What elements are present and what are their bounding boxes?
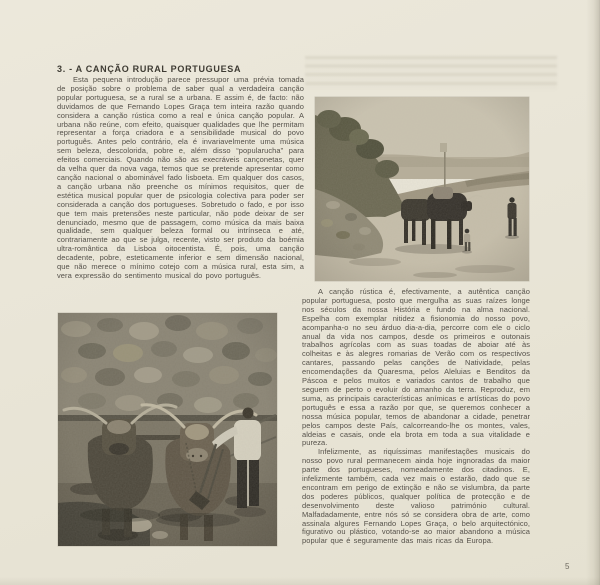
- reverse-page-bleedthrough-texture: [305, 56, 557, 90]
- photo-top-illustration: [315, 97, 529, 281]
- photo-plough-oxen-team: [58, 313, 277, 546]
- paragraph: Infelizmente, as riquíssimas manifestações musicais do nosso povo rural permanecem ainda hoje ingnoradas da maior parte dos portugueses, nomeadamente dos citadinos. E, infelizmente também, cada vez mais o estarão, dado que se encontram em perigo de extinção e não se vislumbra, da parte dos poderes públicos, qualquer política de protecção e de desenvolvimento deste valioso património cultural. Malfadadamente, entre nós só se considera obra de arte, como assinala algures Fernando Lopes Graça, o belo arquitectónico, figurativo ou plástico, votando-se ao maior abandono a música popular que é seguramente das mais ricas da Europa.: [302, 447, 530, 546]
- paragraph: Esta pequena introdução parece pressupor uma prévia tomada de posição sobre o problema de saber qual a verdadeira canção popular portuguesa, se a rural se a urbana. E assim é, de facto: não duvidamos de que Fernando Lopes Graça tem inteira razão quando considera a canção rústica como a real e única canção popular. A urbana não reúne, com efeito, quaisquer qualidades que lhe permitam representar a força criadora e a sensibilidade musical do povo português. Antes pelo contrário, ela é invariavelmente uma música sem beleza, descolorida, pobre e, além disso “popularucha” para efeitos comerciais. Quando não são as execráveis cançonetas, quer da velha quer da nova vaga, temos que se pretende apresentar como canção nacional o abominável fado lisboeta. Em qualquer dos casos, a canção urbana não preenche os mínimos requisitos, quer de estética musical popular quer de psicologia colectiva para poder ser considerada a canção dos portugueses. Sobretudo o fado, e por isso que tem mais pretensões neste particular, não pode deixar de ser denunciado, mesmo que de passagem, como música da mais baixa qualidade, sem qualquer beleza formal ou intrínseca e até, contrariamente ao que se julga, recente, visto ser produto da boémia ultra-romântica da Lisboa oitocentista. É, pois, uma canção decadente, pobre, esteticamente inferior e sem dimensão nacional, que não merece o mínimo cotejo com a música rural, esta sim, a vera expressão do sentimento musical do povo português.: [57, 75, 304, 280]
- paragraph: A canção rústica é, efectivamente, a autêntica canção popular portuguesa, posto que mergulha as suas raízes longe nos séculos da nossa História e fundo na alma nacional. Espelha com exemplar nitidez a fisionomia do nosso povo, acompanha-o no seu árduo dia-a-dia, percorre com ele o ciclo anual da vida nos campos, desde os primeiros e outonais trabalhos agrícolas com as suas toadas de aboiar até às colheitas e às alegres romarias de Verão com os respectivos cantares, passando pelas canções de Natividade, pelas encomendações da Quaresma, pelos Aleluias e Benditos da Páscoa e pelos muitos e variados cantos de trabalho que seguem de perto o evoluir do amanho da terra. Reproduz, em suma, as principais características anímicas e artísticas do povo português e essa a razão por que, se queremos conhecer a nossa música popular, temos de abandonar a cidade, penetrar pelos campos deste País, calcorreando-lhe os montes, vales, aldeias e casais, onde ela brota em toda a sua vitalidade e pureza.: [302, 287, 530, 448]
- photo-oxen-country-road: [315, 97, 529, 281]
- section-heading: 3. - A CANÇÃO RURAL PORTUGUESA: [57, 64, 242, 75]
- page-number: 5: [565, 562, 570, 571]
- page-right-edge-shadow: [586, 0, 600, 585]
- right-text-column: [302, 288, 530, 546]
- page-bottom-edge-shadow: [0, 577, 600, 585]
- left-text-column: [57, 76, 304, 281]
- photo-bottom-illustration: [58, 313, 277, 546]
